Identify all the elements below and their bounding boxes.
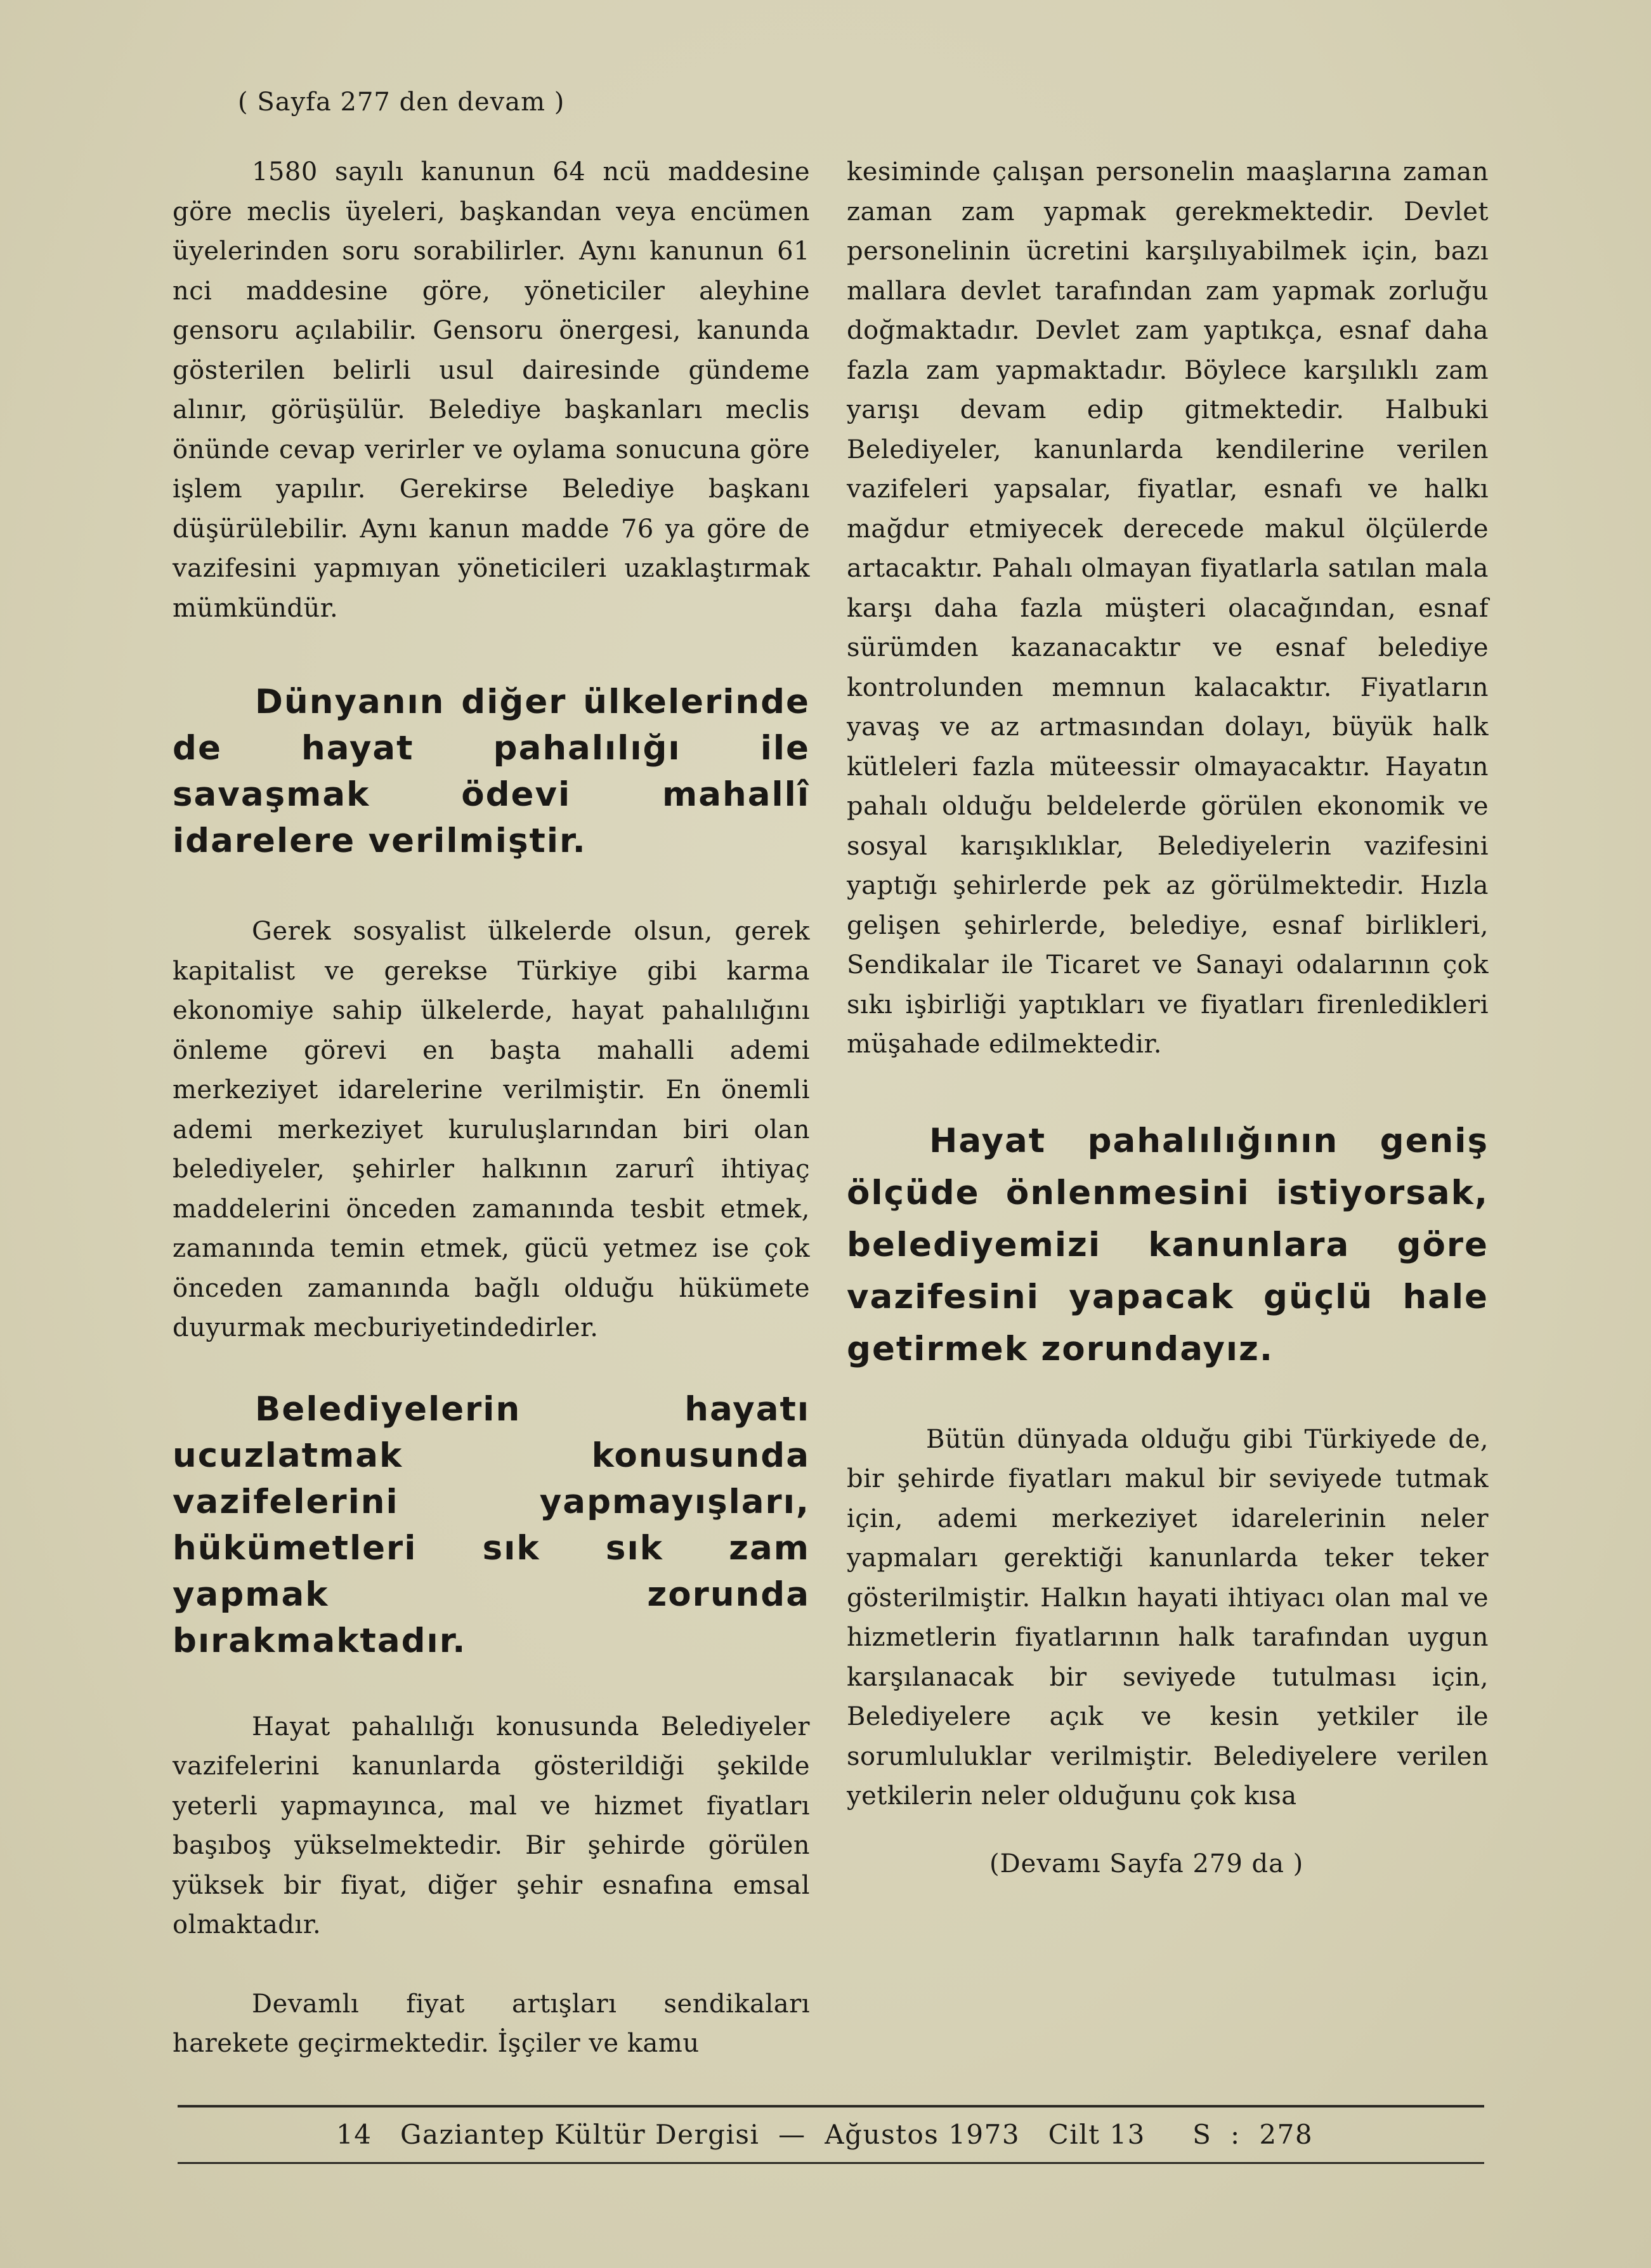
footer-rule-bottom bbox=[178, 2162, 1484, 2164]
left-paragraph-2: Gerek sosyalist ülkelerde olsun, gerek kapitalist ve gerekse Türkiye gibi karma ekonomiye sahip ülkelerde, hayat pahalılığını önleme görevi en başta mahalli ademi merkeziyet idarelerine verilmiştir. En önemli ademi merkeziyet kuruluşlarından biri olan belediyeler, şehirler halkının zarurî ihtiyaç maddelerini önceden zamanında tesbit etmek, zamanında temin etmek, gücü yetmez ise çok önceden zamanında bağlı olduğu hükümete duyurmak mecburiyetindedirler. bbox=[173, 917, 810, 1342]
right-paragraph-1: kesiminde çalışan personelin maaşlarına zaman zaman zam yapmak gerekmektedir. Devlet personelinin ücretini karşılıyabilmek için, bazı mallara devlet tarafından zam yapmak zorluğu doğmaktadır. Devlet zam yaptıkça, esnaf daha fazla zam yapmaktadır. Böylece karşılıklı zam yarışı devam edip gitmektedir. Halbuki Belediyeler, kanunlarda kendilerine verilen vazifeleri yapsalar, fiyatlar, esnafı ve halkı mağdur etmiyecek derecede makul ölçülerde artacaktır. Pahalı olmayan fiyatlarla satılan mala karşı daha fazla müşteri olacağından, esnaf sürümden kazanacaktır ve esnaf belediye kontrolunden memnun kalacaktır. Fiyatların yavaş ve az artmasından dolayı, büyük halk kütleleri fazla müteessir olmayacaktır. Hayatın pahalı olduğu beldelerde görülen ekonomik ve sosyal karışıklıklar, Belediyelerin vazifesini yaptığı şehirlerde pek az görülmektedir. Hızla gelişen şehirlerde, belediye, esnaf birlikleri, Sendikalar ile Ticaret ve Sanayi odalarının çok sıkı işbirliği yaptıkları ve fiyatları firenledikleri müşahade edilmektedir. bbox=[847, 157, 1489, 1059]
continued-to-note: (Devamı Sayfa 279 da ) bbox=[989, 1849, 1304, 1878]
left-paragraph-1: 1580 sayılı kanunun 64 ncü maddesine göre meclis üyeleri, başkandan veya encümen üyelerinden soru sorabilirler. Aynı kanunun 61 nci maddesine göre, yöneticiler aleyhine gensoru açılabilir. Gensoru önergesi, kanunda gösterilen belirli usul dairesinde gündeme alınır, görüşülür. Belediye başkanları meclis önünde cevap verirler ve oylama sonucuna göre işlem yapılır. Gerekirse Belediye başkanı düşürülebilir. Aynı kanun madde 76 ya göre de vazifesini yapmıyan yöneticileri uzaklaştırmak mümkündür. bbox=[173, 157, 810, 623]
footer-rule-top bbox=[178, 2105, 1484, 2107]
right-heading-1: Hayat pahalılığının geniş ölçüde önlenmesini istiyorsak, belediyemizi kanunlara göre vazifesini yapacak güçlü hale getirmek zorundayız. bbox=[847, 1121, 1489, 1368]
left-paragraph-3: Hayat pahalılığı konusunda Belediyeler vazifelerini kanunlarda gösterildiği şekilde yeterli yapmayınca, mal ve hizmet fiyatları başıboş yükselmektedir. Bir şehirde görülen yüksek bir fiyat, diğer şehir esnafına emsal olmaktadır. bbox=[173, 1712, 810, 1939]
left-heading-1: Dünyanın diğer ülkelerinde de hayat pahalılığı ile savaşmak ödevi mahallî idarelere verilmiştir. bbox=[173, 683, 810, 860]
page-footer: 14 Gaziantep Kültür Dergisi — Ağustos 1973 Cilt 13 S : 278 bbox=[336, 2119, 1314, 2150]
continued-from-note: ( Sayfa 277 den devam ) bbox=[238, 88, 565, 117]
right-column bbox=[847, 152, 1489, 1878]
left-heading-2: Belediyelerin hayatı ucuzlatmak konusunda vazifelerini yapmayışları, hükümetleri sık sık zam yapmak zorunda bırakmaktadır. bbox=[173, 1389, 810, 1660]
left-paragraph-4: Devamlı fiyat artışları sendikaları harekete geçirmektedir. İşçiler ve kamu bbox=[173, 1989, 810, 2058]
right-paragraph-2: Bütün dünyada olduğu gibi Türkiyede de, bir şehirde fiyatları makul bir seviyede tutmak için, ademi merkeziyet idarelerinin neler yapmaları gerektiği kanunlarda teker teker gösterilmiştir. Halkın hayati ihtiyacı olan mal ve hizmetlerin fiyatlarının halk tarafından uygun karşılanacak bir seviyede tutulması için, Belediyelere açık ve kesin yetkiler ile sorumluluklar verilmiştir. Belediyelere verilen yetkilerin neler olduğunu çok kısa bbox=[847, 1424, 1489, 1811]
left-column bbox=[173, 152, 810, 2064]
